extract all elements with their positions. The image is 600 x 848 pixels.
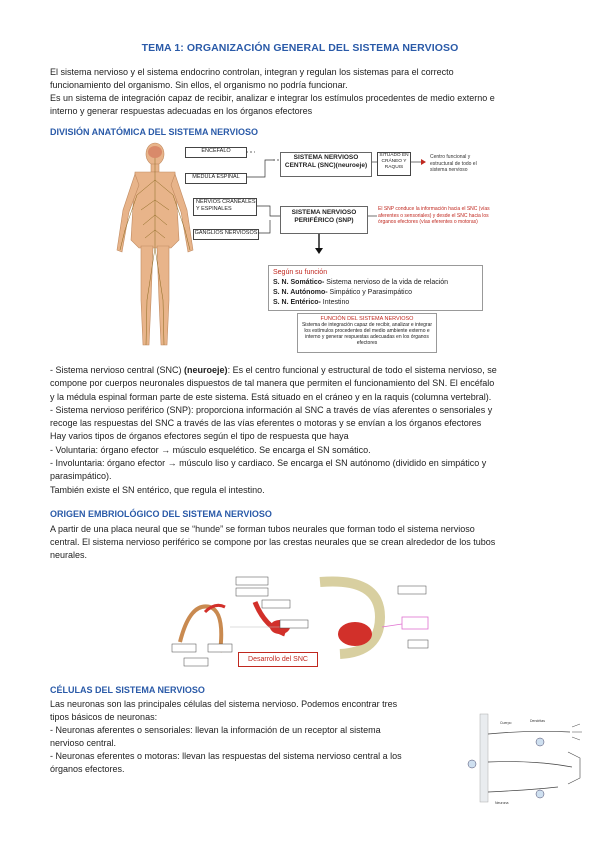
snp-description: El SNP conduce la información hacia el SNC (vías aferentes o sensoriales) y desde el SNC hacia los órganos efectores (vías eferentes o motoras) xyxy=(378,206,490,225)
intro-paragraph xyxy=(50,66,555,118)
para-line: central. El sistema nervioso periférico se compone por las crestas neurales que se crean alrededor de los tubos xyxy=(50,537,496,547)
section-heading-cells: CÉLULAS DEL SISTEMA NERVIOSO xyxy=(50,685,205,695)
nervous-function-title: FUNCIÓN DEL SISTEMA NERVIOSO xyxy=(320,316,414,322)
para-line: A partir de una placa neural que se “hunde” se forman tubos neurales que forman todo el sistema nervioso xyxy=(50,524,475,534)
function-title: Según su función xyxy=(273,269,328,276)
para-line: compone por cuerpos neuronales dispuestos de tal manera que permiten el funcionamiento del SN. El encéfalo xyxy=(50,378,495,389)
function-item-somatico: S. N. Somático- Sistema nervioso de la vida de relación xyxy=(273,279,449,286)
para-line: parasimpático). xyxy=(50,471,112,482)
para-line: recoge las respuestas del SNC a través de las vías eferentes o motoras y se envían a los órganos efectores xyxy=(50,418,482,429)
intro-line: Es un sistema de integración capaz de recibir, analizar e integrar los estímulos procedentes de medio externo e xyxy=(50,93,495,103)
intro-line: El sistema nervioso y el sistema endocrino controlan, integran y regulan los sistemas para el correcto xyxy=(50,67,454,77)
section3-paragraph xyxy=(50,698,450,776)
para-line: - Involuntaria: órgano efector → músculo liso y cardiaco. Se encarga el SN autónomo (dividido en simpático y xyxy=(50,458,487,469)
snc-location-box: SITUADO EN CRÁNEO Y RAQUIS xyxy=(377,152,411,176)
function-box xyxy=(268,265,483,311)
para-line: Las neuronas son las principales células del sistema nervioso. Podemos encontrar tres xyxy=(50,699,398,709)
para-line: tipos básicos de neuronas: xyxy=(50,712,158,722)
section-heading-origin: ORIGEN EMBRIOLÓGICO DEL SISTEMA NERVIOSO xyxy=(50,509,272,519)
page-title: TEMA 1: ORGANIZACIÓN GENERAL DEL SISTEMA NERVIOSO xyxy=(141,42,459,54)
para-line: y la médula espinal forman parte de este sistema. Está situado en el cráneo y en la raquis (columna vertebral). xyxy=(50,391,492,402)
function-item-enterico: S. N. Entérico- Intestino xyxy=(273,299,350,306)
snc-box: SISTEMA NERVIOSO CENTRAL (SNC)(neuroeje) xyxy=(280,152,372,177)
para-line: neurales. xyxy=(50,550,88,560)
para-line: - Voluntaria: órgano efector → músculo esquelético. Se encarga el SN somático. xyxy=(50,444,371,455)
para-line: - Sistema nervioso periférico (SNP): proporciona información al SNC a través de vías aferentes o sensoriales y xyxy=(50,404,493,415)
nervous-function-text: Sistema de integración capaz de recibir, analizar e integrar los estímulos procedentes del medio ambiente externo e interno y generar respuestas adecuadas en los órganos efectores xyxy=(301,322,433,346)
para-line: nervioso central. xyxy=(50,738,117,748)
svg-text:Cuerpo: Cuerpo xyxy=(500,721,512,725)
para-line: - Neuronas eferentes o motoras: llevan las respuestas del sistema nervioso central a los xyxy=(50,751,402,761)
para-line: Hay varios tipos de órganos efectores según el tipo de respuesta que haya xyxy=(50,431,349,442)
snc-description: Centro funcional y estructural de todo el sistema nervioso xyxy=(430,154,477,173)
para-line: órganos efectores. xyxy=(50,764,125,774)
para-line: También existe el SN entérico, que regula el intestino. xyxy=(50,484,265,495)
neuron-illustration xyxy=(460,712,585,807)
nervous-function-box xyxy=(297,313,437,353)
label-nervios: NERVIOS CRANEALES Y ESPINALES xyxy=(193,198,257,216)
neuron-types-figure xyxy=(460,712,585,807)
section-heading-division: DIVISIÓN ANATÓMICA DEL SISTEMA NERVIOSO xyxy=(50,127,259,137)
svg-text:Neurona: Neurona xyxy=(495,801,509,805)
label-ganglios: GANGLIOS NERVIOSOS xyxy=(193,229,259,240)
section2-paragraph xyxy=(50,523,555,562)
para-line: - Sistema nervioso central (SNC) (neuroeje): Es el centro funcional y estructural de todo el sistema nervioso, se xyxy=(50,365,497,375)
label-medula: MÉDULA ESPINAL xyxy=(185,173,247,184)
label-encefalo: ENCÉFALO xyxy=(185,147,247,158)
intro-line: interno y generar respuestas adecuadas en los órganos efectores xyxy=(50,106,313,116)
intro-line: funcionamiento del organismo. Sin ellos, el organismo no podría funcionar. xyxy=(50,80,348,90)
function-item-autonomo: S. N. Autónomo- Simpático y Parasimpático xyxy=(273,289,412,296)
section1-paragraphs xyxy=(50,364,555,497)
embryology-caption: Desarrollo del SNC xyxy=(238,652,318,667)
svg-text:Dendritas: Dendritas xyxy=(530,719,545,723)
snp-box: SISTEMA NERVIOSO PERIFÉRICO (SNP) xyxy=(280,206,368,234)
embryology-figure xyxy=(170,572,432,678)
para-line: - Neuronas aferentes o sensoriales: llevan la información de un receptor al sistema xyxy=(50,725,381,735)
